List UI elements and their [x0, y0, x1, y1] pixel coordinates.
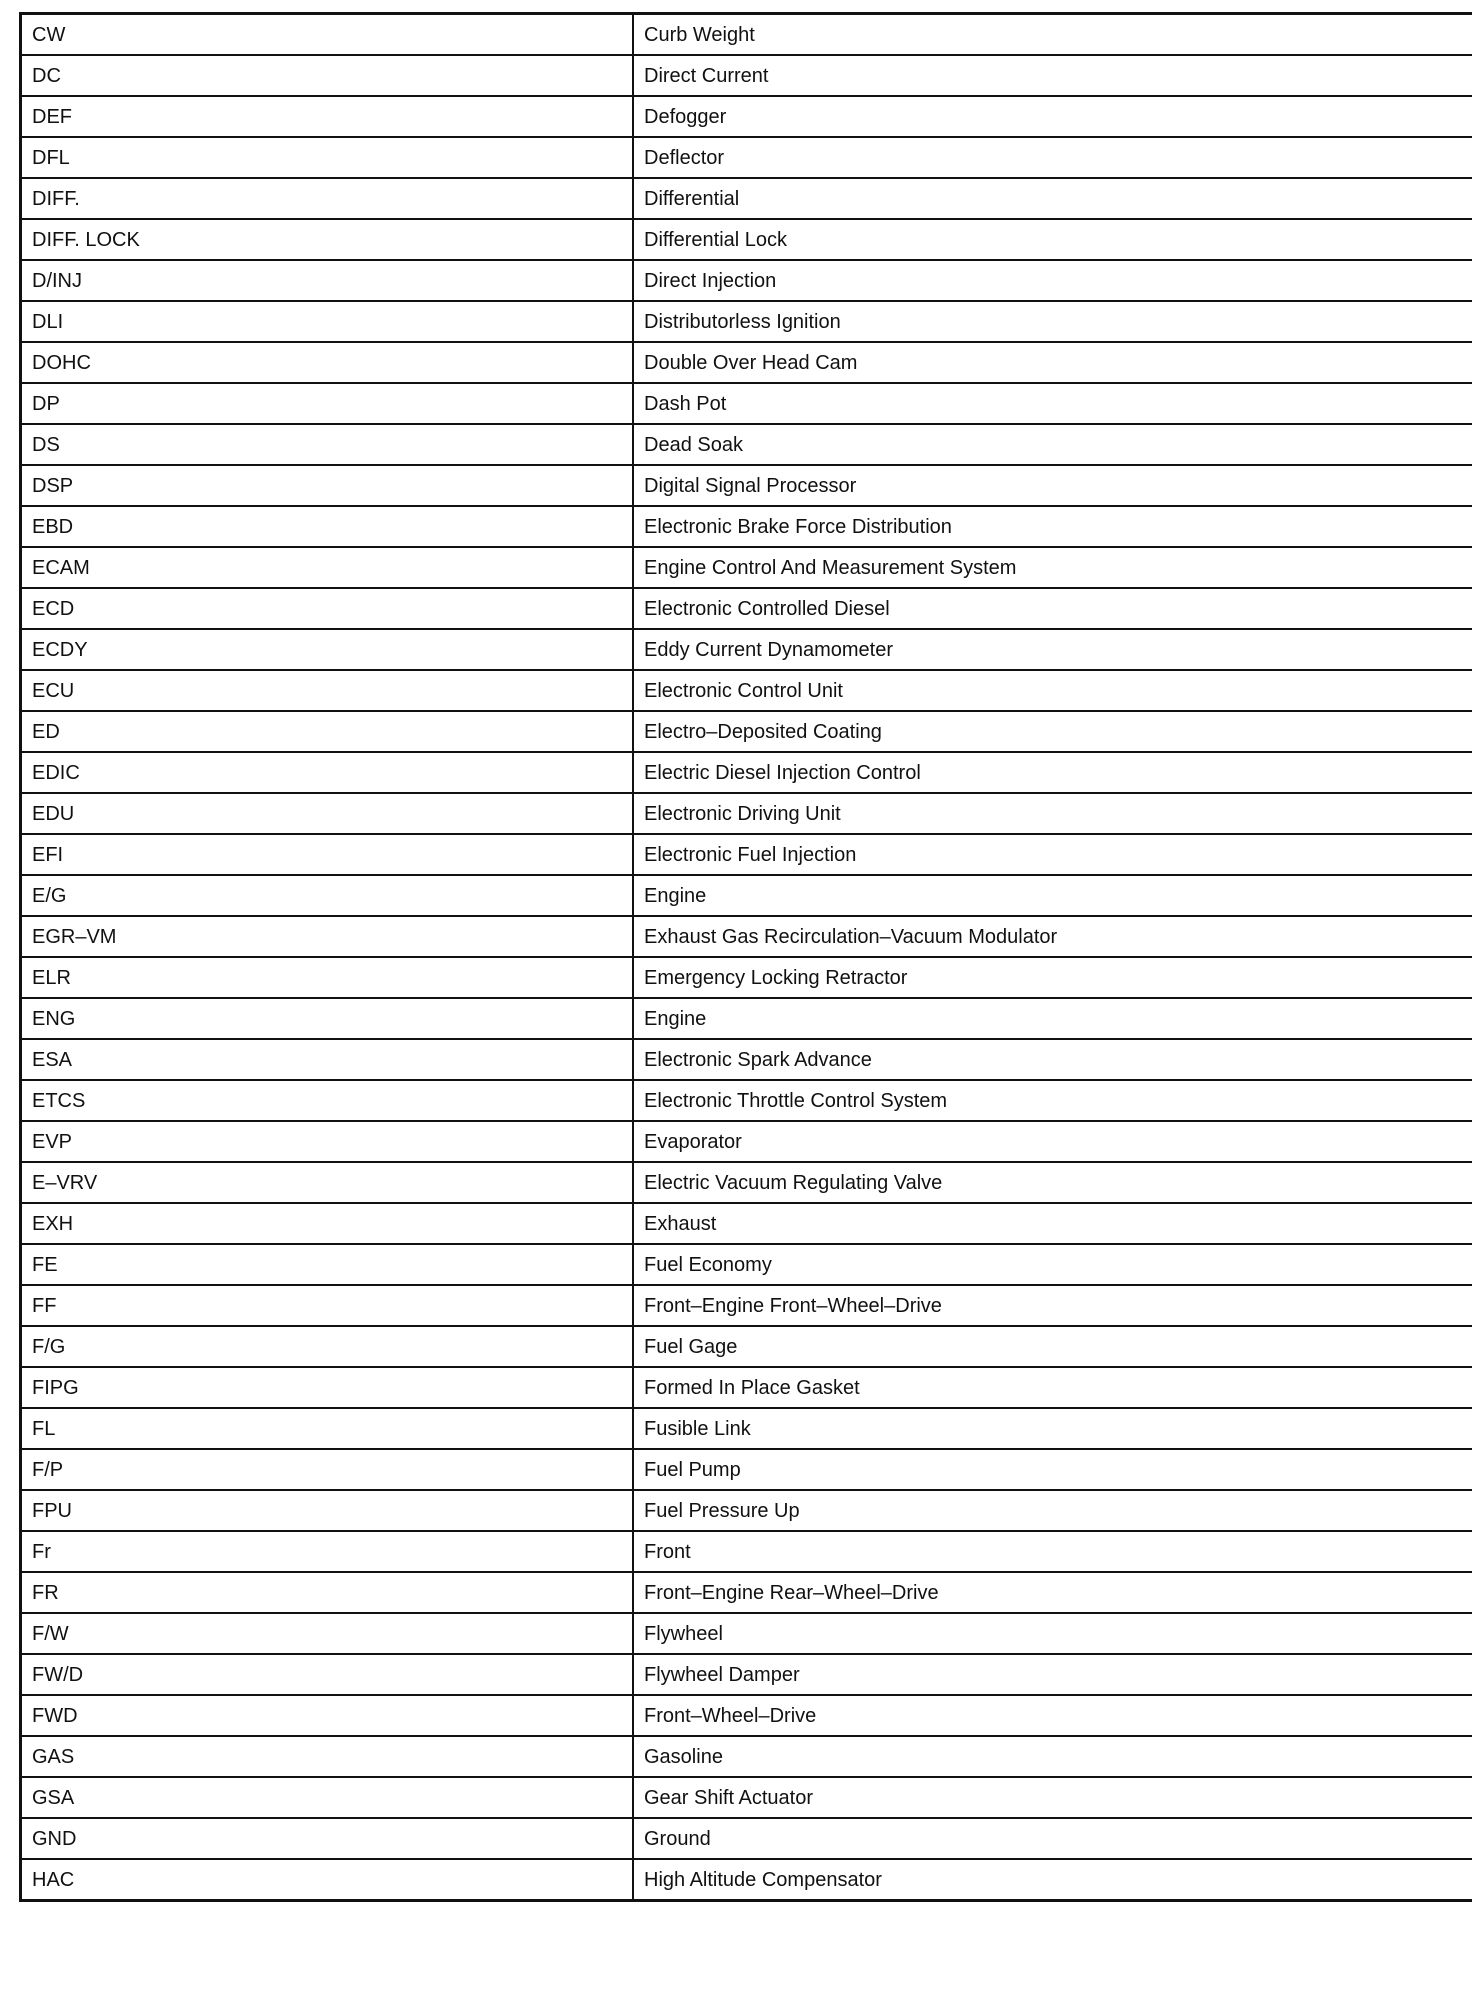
table-row — [21, 260, 1472, 301]
table-row — [21, 1777, 1472, 1818]
meaning-cell: Electronic Brake Force Distribution — [633, 506, 1472, 547]
meaning-cell: Front–Engine Rear–Wheel–Drive — [633, 1572, 1472, 1613]
meaning-cell: Ground — [633, 1818, 1472, 1859]
abbreviation-cell: F/P — [21, 1449, 634, 1490]
table-row — [21, 875, 1472, 916]
abbreviation-cell: FR — [21, 1572, 634, 1613]
abbreviation-cell: EGR–VM — [21, 916, 634, 957]
table-row — [21, 383, 1472, 424]
table-row — [21, 711, 1472, 752]
meaning-cell: Emergency Locking Retractor — [633, 957, 1472, 998]
abbreviation-cell: CW — [21, 14, 634, 56]
table-row — [21, 178, 1472, 219]
table-row — [21, 1613, 1472, 1654]
meaning-cell: Exhaust Gas Recirculation–Vacuum Modulator — [633, 916, 1472, 957]
meaning-cell: Flywheel Damper — [633, 1654, 1472, 1695]
meaning-cell: Fuel Pressure Up — [633, 1490, 1472, 1531]
table-row — [21, 1121, 1472, 1162]
table-row — [21, 14, 1472, 56]
abbreviation-cell: FPU — [21, 1490, 634, 1531]
meaning-cell: Evaporator — [633, 1121, 1472, 1162]
table-row — [21, 96, 1472, 137]
table-row — [21, 670, 1472, 711]
meaning-cell: Electronic Control Unit — [633, 670, 1472, 711]
abbreviation-cell: Fr — [21, 1531, 634, 1572]
abbreviation-cell: EVP — [21, 1121, 634, 1162]
abbreviation-cell: ELR — [21, 957, 634, 998]
table-row — [21, 424, 1472, 465]
meaning-cell: Differential — [633, 178, 1472, 219]
meaning-cell: Curb Weight — [633, 14, 1472, 56]
meaning-cell: Engine Control And Measurement System — [633, 547, 1472, 588]
table-row — [21, 547, 1472, 588]
abbreviation-cell: E/G — [21, 875, 634, 916]
table-row — [21, 588, 1472, 629]
abbreviation-cell: DIFF. LOCK — [21, 219, 634, 260]
table-row — [21, 998, 1472, 1039]
abbreviation-cell: EDIC — [21, 752, 634, 793]
table-row — [21, 1326, 1472, 1367]
table-row — [21, 219, 1472, 260]
meaning-cell: Digital Signal Processor — [633, 465, 1472, 506]
meaning-cell: High Altitude Compensator — [633, 1859, 1472, 1901]
table-row — [21, 137, 1472, 178]
table-row — [21, 1572, 1472, 1613]
abbreviation-cell: GSA — [21, 1777, 634, 1818]
table-row — [21, 465, 1472, 506]
meaning-cell: Electronic Fuel Injection — [633, 834, 1472, 875]
abbreviation-cell: FW/D — [21, 1654, 634, 1695]
abbreviation-cell: EBD — [21, 506, 634, 547]
abbreviation-cell: GND — [21, 1818, 634, 1859]
abbreviation-cell: DS — [21, 424, 634, 465]
meaning-cell: Gear Shift Actuator — [633, 1777, 1472, 1818]
table-row — [21, 1244, 1472, 1285]
abbreviation-cell: DOHC — [21, 342, 634, 383]
abbreviation-cell: F/W — [21, 1613, 634, 1654]
table-row — [21, 301, 1472, 342]
abbreviation-cell: EFI — [21, 834, 634, 875]
table-row — [21, 1203, 1472, 1244]
meaning-cell: Dead Soak — [633, 424, 1472, 465]
meaning-cell: Engine — [633, 875, 1472, 916]
abbreviation-cell: DEF — [21, 96, 634, 137]
abbreviation-cell: DP — [21, 383, 634, 424]
table-row — [21, 1449, 1472, 1490]
meaning-cell: Direct Injection — [633, 260, 1472, 301]
abbreviation-cell: DIFF. — [21, 178, 634, 219]
abbreviation-cell: FIPG — [21, 1367, 634, 1408]
table-row — [21, 1039, 1472, 1080]
table-row — [21, 752, 1472, 793]
table-row — [21, 342, 1472, 383]
abbreviation-table-body — [21, 14, 1472, 1901]
meaning-cell: Gasoline — [633, 1736, 1472, 1777]
table-row — [21, 1490, 1472, 1531]
meaning-cell: Front–Engine Front–Wheel–Drive — [633, 1285, 1472, 1326]
meaning-cell: Defogger — [633, 96, 1472, 137]
abbreviation-cell: DFL — [21, 137, 634, 178]
meaning-cell: Double Over Head Cam — [633, 342, 1472, 383]
meaning-cell: Electronic Controlled Diesel — [633, 588, 1472, 629]
abbreviation-cell: ECD — [21, 588, 634, 629]
table-row — [21, 1531, 1472, 1572]
meaning-cell: Dash Pot — [633, 383, 1472, 424]
meaning-cell: Eddy Current Dynamometer — [633, 629, 1472, 670]
meaning-cell: Fusible Link — [633, 1408, 1472, 1449]
meaning-cell: Front — [633, 1531, 1472, 1572]
meaning-cell: Exhaust — [633, 1203, 1472, 1244]
meaning-cell: Direct Current — [633, 55, 1472, 96]
meaning-cell: Fuel Pump — [633, 1449, 1472, 1490]
abbreviation-cell: HAC — [21, 1859, 634, 1901]
meaning-cell: Differential Lock — [633, 219, 1472, 260]
abbreviation-cell: FWD — [21, 1695, 634, 1736]
abbreviation-cell: EDU — [21, 793, 634, 834]
abbreviation-cell: FL — [21, 1408, 634, 1449]
table-row — [21, 1736, 1472, 1777]
meaning-cell: Front–Wheel–Drive — [633, 1695, 1472, 1736]
abbreviation-cell: ECDY — [21, 629, 634, 670]
meaning-cell: Electric Diesel Injection Control — [633, 752, 1472, 793]
abbreviation-cell: DLI — [21, 301, 634, 342]
table-row — [21, 1285, 1472, 1326]
meaning-cell: Engine — [633, 998, 1472, 1039]
abbreviation-cell: ED — [21, 711, 634, 752]
abbreviation-cell: DC — [21, 55, 634, 96]
table-row — [21, 793, 1472, 834]
table-row — [21, 1695, 1472, 1736]
table-row — [21, 957, 1472, 998]
abbreviation-cell: D/INJ — [21, 260, 634, 301]
table-row — [21, 506, 1472, 547]
table-row — [21, 916, 1472, 957]
abbreviation-cell: EXH — [21, 1203, 634, 1244]
abbreviation-cell: E–VRV — [21, 1162, 634, 1203]
meaning-cell: Distributorless Ignition — [633, 301, 1472, 342]
abbreviation-cell: FE — [21, 1244, 634, 1285]
meaning-cell: Fuel Economy — [633, 1244, 1472, 1285]
abbreviation-cell: ECAM — [21, 547, 634, 588]
table-row — [21, 1859, 1472, 1901]
abbreviation-cell: ETCS — [21, 1080, 634, 1121]
table-row — [21, 1408, 1472, 1449]
meaning-cell: Electric Vacuum Regulating Valve — [633, 1162, 1472, 1203]
meaning-cell: Electronic Throttle Control System — [633, 1080, 1472, 1121]
abbreviation-cell: F/G — [21, 1326, 634, 1367]
table-row — [21, 1818, 1472, 1859]
table-row — [21, 55, 1472, 96]
abbreviation-cell: DSP — [21, 465, 634, 506]
meaning-cell: Electro–Deposited Coating — [633, 711, 1472, 752]
meaning-cell: Flywheel — [633, 1613, 1472, 1654]
table-row — [21, 834, 1472, 875]
abbreviation-cell: GAS — [21, 1736, 634, 1777]
meaning-cell: Fuel Gage — [633, 1326, 1472, 1367]
table-row — [21, 629, 1472, 670]
table-row — [21, 1654, 1472, 1695]
abbreviation-cell: ECU — [21, 670, 634, 711]
abbreviation-cell: ENG — [21, 998, 634, 1039]
meaning-cell: Electronic Driving Unit — [633, 793, 1472, 834]
abbreviation-cell: FF — [21, 1285, 634, 1326]
table-row — [21, 1367, 1472, 1408]
meaning-cell: Deflector — [633, 137, 1472, 178]
table-row — [21, 1162, 1472, 1203]
abbreviation-table — [19, 12, 1472, 1902]
meaning-cell: Electronic Spark Advance — [633, 1039, 1472, 1080]
table-row — [21, 1080, 1472, 1121]
abbreviation-cell: ESA — [21, 1039, 634, 1080]
meaning-cell: Formed In Place Gasket — [633, 1367, 1472, 1408]
